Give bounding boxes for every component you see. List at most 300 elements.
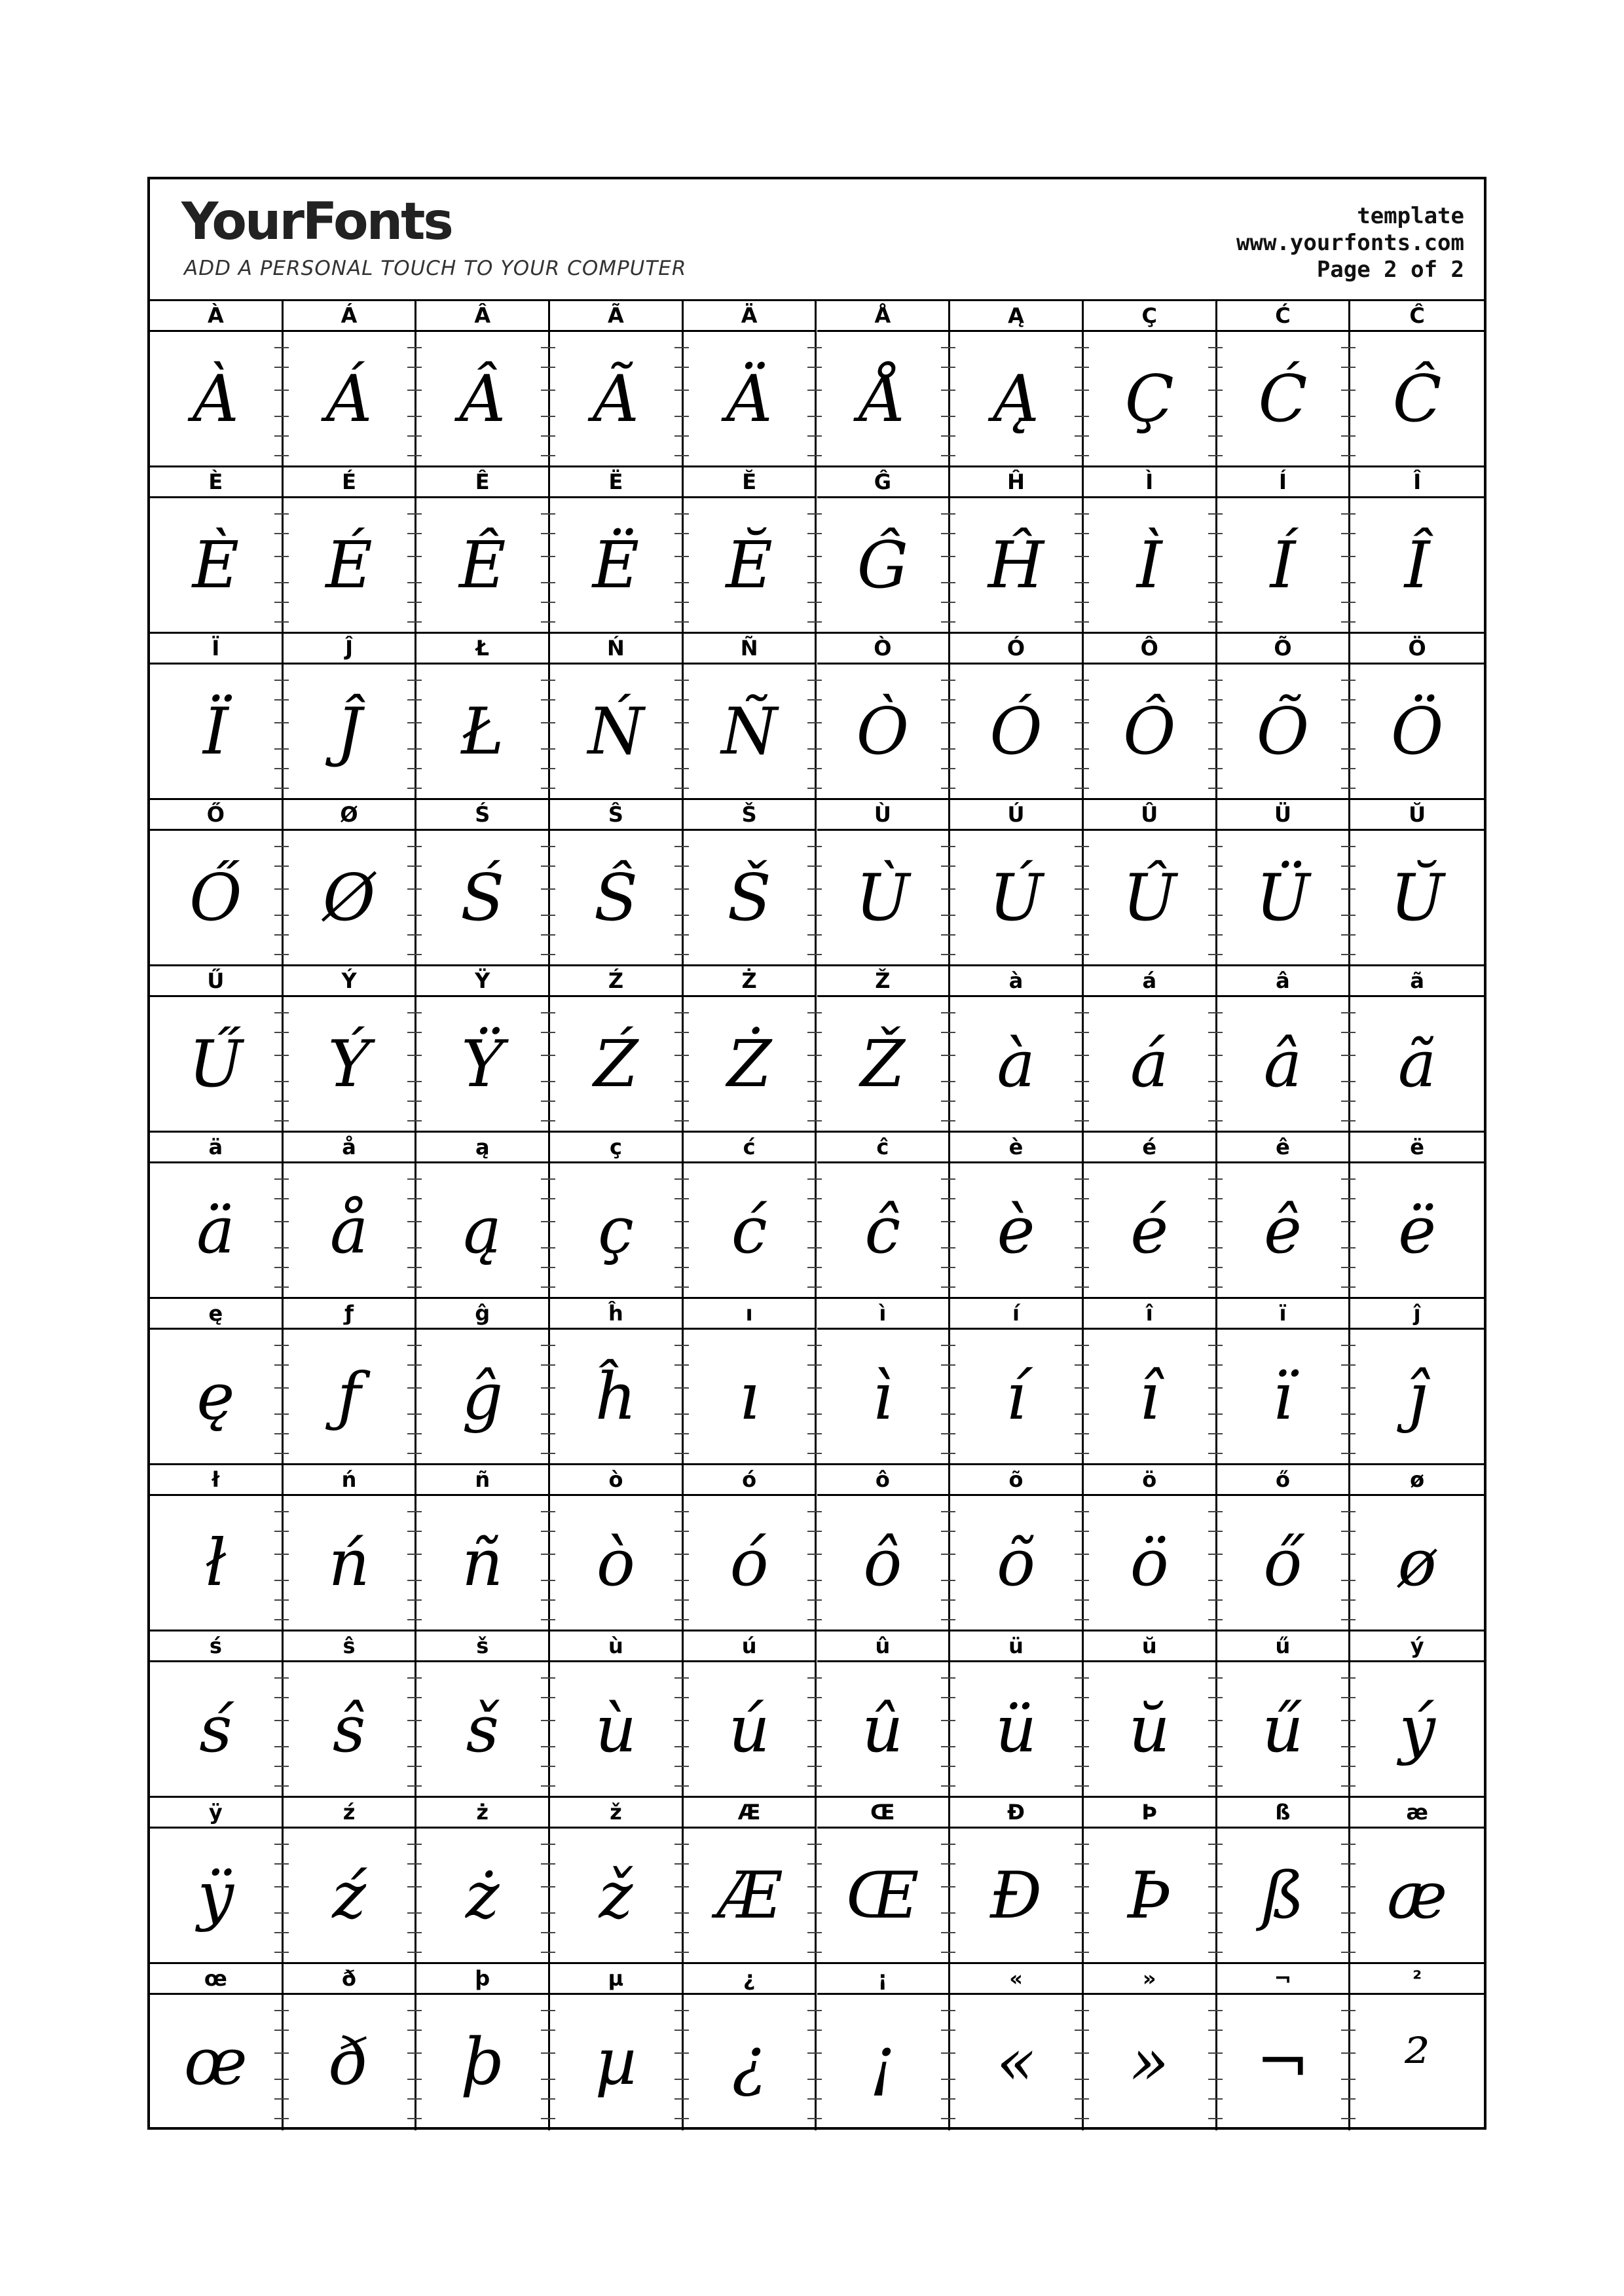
glyph-cell [684,301,817,467]
glyph-cell [416,1631,550,1798]
glyph-sample: Ź [593,1027,638,1102]
glyph-row [150,467,1484,634]
glyph-cell [416,1465,550,1631]
glyph-cell [1217,1631,1351,1798]
template-label: template [1357,203,1464,229]
glyph-sample: ø [1397,1526,1437,1601]
glyph-row [150,301,1484,467]
glyph-label: é [1084,1133,1215,1163]
glyph-sample: ĵ [1407,1360,1428,1434]
glyph-sample: å [329,1194,369,1268]
glyph-label: Ù [817,800,949,831]
glyph-sample: ś [199,1692,232,1767]
glyph-sample: Ø [322,861,376,936]
glyph-cell [416,634,550,800]
glyph-label: Ô [1084,634,1215,665]
glyph-label: Ÿ [416,966,548,997]
glyph-label: Æ [684,1798,815,1829]
glyph-sample: ê [1263,1194,1302,1268]
site-url: www.yourfonts.com [1236,230,1464,256]
glyph-label: Ä [684,301,815,332]
glyph-label: ¿ [684,1964,815,1995]
glyph-cell [1084,1798,1217,1964]
glyph-label: ö [1084,1465,1215,1496]
glyph-label: û [817,1631,949,1662]
glyph-row [150,1798,1484,1964]
glyph-cell [1217,1798,1351,1964]
glyph-sample: « [996,2025,1036,2100]
glyph-label: Ú [950,800,1082,831]
glyph-label: þ [416,1964,548,1995]
glyph-cell [817,1133,951,1299]
glyph-cell [416,966,550,1133]
glyph-sample: Ć [1258,362,1308,437]
glyph-cell [284,634,417,800]
glyph-cell [1084,800,1217,966]
brand-tagline: ADD A PERSONAL TOUCH TO YOUR COMPUTER [184,257,687,280]
template-sheet [147,177,1486,2130]
glyph-sample: û [862,1692,904,1767]
glyph-cell [550,800,684,966]
glyph-sample: ž [599,1859,633,1933]
glyph-label: ž [550,1798,682,1829]
glyph-cell [684,1798,817,1964]
glyph-cell [1217,301,1351,467]
glyph-sample: ú [728,1692,770,1767]
glyph-sample: Ĵ [336,695,362,769]
glyph-cell [284,301,417,467]
glyph-cell [684,1299,817,1465]
glyph-cell [416,800,550,966]
glyph-row [150,634,1484,800]
glyph-label: Œ [817,1798,949,1829]
glyph-label: » [1084,1964,1215,1995]
glyph-label: À [150,301,282,332]
glyph-label: ę [150,1299,282,1330]
glyph-label: ² [1350,1964,1484,1995]
glyph-cell [950,1631,1084,1798]
glyph-label: Ź [550,966,682,997]
glyph-sample: ę [196,1360,235,1434]
glyph-cell [550,1299,684,1465]
glyph-sample: È [192,528,240,603]
glyph-label: Î [1350,467,1484,498]
glyph-sample: Ĕ [726,528,773,603]
glyph-sample: Õ [1256,695,1310,769]
glyph-sample: ź [332,1859,366,1933]
glyph-sample: ë [1398,1194,1437,1268]
glyph-cell [1217,1964,1351,2130]
glyph-sample: Ñ [721,695,778,769]
glyph-cell [684,1133,817,1299]
glyph-cell [817,800,951,966]
glyph-cell [284,1798,417,1964]
glyph-label: Þ [1084,1798,1215,1829]
glyph-label: ĝ [416,1299,548,1330]
glyph-cell [550,1964,684,2130]
glyph-cell [1217,1299,1351,1465]
glyph-label: à [950,966,1082,997]
glyph-sample: Â [459,362,506,437]
glyph-label: Ĵ [284,634,415,665]
glyph-cell [416,1964,550,2130]
glyph-cell [550,1631,684,1798]
glyph-label: É [284,467,415,498]
glyph-label: Ê [416,467,548,498]
glyph-cell [817,1964,951,2130]
glyph-label: í [950,1299,1082,1330]
glyph-label: Ć [1217,301,1349,332]
glyph-label: ï [1217,1299,1349,1330]
glyph-label: Ã [550,301,682,332]
glyph-cell [150,966,284,1133]
glyph-cell [950,301,1084,467]
glyph-sample: Ü [1255,861,1310,936]
glyph-cell [1084,301,1217,467]
glyph-label: ò [550,1465,682,1496]
glyph-sample: š [466,1692,499,1767]
glyph-label: ê [1217,1133,1349,1163]
glyph-sample: ć [731,1194,767,1268]
glyph-cell [1217,966,1351,1133]
glyph-label: ĵ [1350,1299,1484,1330]
glyph-label: Õ [1217,634,1349,665]
glyph-sample: ą [463,1194,502,1268]
glyph-label: Ą [950,301,1082,332]
glyph-sample: Ï [202,695,229,769]
glyph-label: ĉ [817,1133,949,1163]
glyph-cell [1084,966,1217,1133]
glyph-label: Ś [416,800,548,831]
glyph-sample: õ [997,1526,1036,1601]
glyph-sample: ı [739,1360,760,1434]
glyph-label: ñ [416,1465,548,1496]
glyph-cell [150,1465,284,1631]
glyph-sample: Ë [592,528,640,603]
glyph-label: î [1084,1299,1215,1330]
glyph-cell [950,1465,1084,1631]
glyph-label: ŝ [284,1631,415,1662]
glyph-cell [1217,634,1351,800]
glyph-label: ÿ [150,1798,282,1829]
glyph-sample: Ŭ [1390,861,1445,936]
glyph-cell [416,1798,550,1964]
glyph-label: Ž [817,966,949,997]
glyph-label: ¬ [1217,1964,1349,1995]
glyph-sample: Ì [1136,528,1162,603]
glyph-sample: Ĝ [857,528,908,603]
glyph-cell [150,1631,284,1798]
glyph-row [150,1133,1484,1299]
glyph-sample: Í [1270,528,1296,603]
glyph-label: œ [150,1964,282,1995]
glyph-cell [1350,467,1484,634]
glyph-cell [1350,301,1484,467]
glyph-label: Ń [550,634,682,665]
glyph-sample: â [1263,1027,1302,1102]
glyph-label: Ĕ [684,467,815,498]
glyph-label: š [416,1631,548,1662]
glyph-sample: ü [995,1692,1037,1767]
glyph-sample: ù [595,1692,637,1767]
glyph-label: ĥ [550,1299,682,1330]
glyph-sample: ƒ [337,1360,361,1434]
glyph-sample: ã [1397,1027,1437,1102]
glyph-cell [1350,1465,1484,1631]
glyph-sample: ô [863,1526,902,1601]
glyph-cell [1350,800,1484,966]
glyph-cell [1217,1133,1351,1299]
glyph-cell [284,1964,417,2130]
glyph-cell [950,634,1084,800]
glyph-sample: ¡ [870,2025,896,2100]
glyph-row [150,1964,1484,2130]
glyph-sample: Þ [1128,1859,1172,1933]
glyph-sample: Ĥ [987,528,1044,603]
glyph-cell [950,800,1084,966]
glyph-sample: Ù [855,861,910,936]
glyph-cell [817,634,951,800]
glyph-cell [684,634,817,800]
glyph-cell [684,1631,817,1798]
glyph-sample: Ž [860,1027,905,1102]
glyph-sample: Ł [460,695,504,769]
glyph-label: ë [1350,1133,1484,1163]
glyph-cell [684,1964,817,2130]
glyph-sample: Ò [856,695,910,769]
glyph-label: ú [684,1631,815,1662]
glyph-label: Ò [817,634,949,665]
glyph-label: Ĝ [817,467,949,498]
glyph-cell [1084,634,1217,800]
glyph-sample: Ą [993,362,1039,437]
glyph-cell [150,301,284,467]
glyph-cell [150,467,284,634]
glyph-sample: ń [328,1526,370,1601]
glyph-label: Ç [1084,301,1215,332]
glyph-sample: ý [1399,1692,1435,1767]
glyph-cell [284,1631,417,1798]
glyph-sample: ĉ [864,1194,901,1268]
glyph-sample: î [1139,1360,1160,1434]
glyph-label: Ë [550,467,682,498]
glyph-cell [950,1964,1084,2130]
glyph-cell [150,1133,284,1299]
glyph-cell [950,1299,1084,1465]
glyph-cell [817,1631,951,1798]
glyph-cell [1217,800,1351,966]
glyph-sample: í [1005,1360,1027,1434]
glyph-cell [1084,1465,1217,1631]
glyph-sample: » [1130,2025,1170,2100]
glyph-sample: Á [325,362,373,437]
glyph-label: Á [284,301,415,332]
glyph-sample: µ [595,2025,637,2100]
glyph-label: ì [817,1299,949,1330]
glyph-cell [416,467,550,634]
glyph-sample: Ĉ [1392,362,1442,437]
glyph-cell [1350,634,1484,800]
glyph-cell [550,467,684,634]
glyph-label: ó [684,1465,815,1496]
glyph-sample: ĥ [595,1360,637,1434]
glyph-sample: Ő [189,861,242,936]
glyph-sample: þ [462,2025,504,2100]
glyph-cell [150,634,284,800]
glyph-label: ą [416,1133,548,1163]
glyph-cell [684,800,817,966]
glyph-cell [684,966,817,1133]
glyph-cell [416,301,550,467]
glyph-sample: Ń [587,695,644,769]
glyph-row [150,1299,1484,1465]
glyph-sample: Ä [726,362,773,437]
glyph-label: Í [1217,467,1349,498]
glyph-sample: ö [1130,1526,1169,1601]
glyph-sample: ä [196,1194,235,1268]
glyph-label: â [1217,966,1349,997]
glyph-cell [950,1798,1084,1964]
glyph-cell [817,1798,951,1964]
glyph-cell [284,1465,417,1631]
glyph-cell [950,1133,1084,1299]
glyph-sample: ŭ [1128,1692,1170,1767]
glyph-label: Â [416,301,548,332]
glyph-cell [1350,1631,1484,1798]
glyph-label: Ý [284,966,415,997]
glyph-sample: Å [859,362,906,437]
glyph-label: ı [684,1299,815,1330]
glyph-label: ô [817,1465,949,1496]
glyph-label: Ñ [684,634,815,665]
glyph-sample: ì [872,1360,893,1434]
glyph-cell [284,1299,417,1465]
glyph-label: õ [950,1465,1082,1496]
glyph-cell [1217,467,1351,634]
glyph-cell [817,966,951,1133]
glyph-label: ł [150,1465,282,1496]
glyph-cell [550,1798,684,1964]
glyph-label: Ł [416,634,548,665]
glyph-sample: Ŝ [593,861,638,936]
glyph-label: Ó [950,634,1082,665]
glyph-sample: Î [1404,528,1430,603]
glyph-label: È [150,467,282,498]
glyph-label: µ [550,1964,682,1995]
glyph-cell [150,1299,284,1465]
glyph-label: Š [684,800,815,831]
glyph-label: ¡ [817,1964,949,1995]
glyph-label: Ĥ [950,467,1082,498]
glyph-cell [284,966,417,1133]
glyph-sample: Ô [1123,695,1176,769]
glyph-cell [1084,1631,1217,1798]
glyph-label: æ [1350,1798,1484,1829]
glyph-cell [1084,1133,1217,1299]
glyph-sample: Ś [460,861,505,936]
glyph-label: ż [416,1798,548,1829]
glyph-sample: Æ [717,1859,782,1933]
sheet-meta [1236,203,1464,283]
glyph-label: Ü [1217,800,1349,831]
glyph-cell [416,1133,550,1299]
glyph-sample: ò [596,1526,635,1601]
glyph-sample: à [997,1027,1035,1102]
glyph-label: Ï [150,634,282,665]
glyph-label: Ì [1084,467,1215,498]
glyph-cell [416,1299,550,1465]
glyph-sample: Ú [989,861,1043,936]
glyph-cell [684,1465,817,1631]
glyph-label: ç [550,1133,682,1163]
glyph-cell [284,1133,417,1299]
glyph-label: ƒ [284,1299,415,1330]
page-indicator: Page 2 of 2 [1316,257,1464,283]
glyph-sample: ð [329,2025,369,2100]
glyph-sample: é [1130,1194,1169,1268]
glyph-sample: À [192,362,239,437]
glyph-label: ź [284,1798,415,1829]
glyph-label: è [950,1133,1082,1163]
glyph-label: Ż [684,966,815,997]
glyph-label: Ö [1350,634,1484,665]
glyph-label: Đ [950,1798,1082,1829]
glyph-sample: ñ [462,1526,504,1601]
glyph-sample: Ó [989,695,1043,769]
glyph-label: ù [550,1631,682,1662]
glyph-sample: Ű [189,1027,243,1102]
glyph-cell [1084,1299,1217,1465]
sheet-header [150,179,1484,301]
glyph-cell [550,966,684,1133]
glyph-cell [1350,1964,1484,2130]
glyph-sample: ¬ [1255,2025,1310,2100]
glyph-cell [150,1964,284,2130]
glyph-sample: ß [1261,1859,1304,1933]
glyph-label: á [1084,966,1215,997]
glyph-label: ű [1217,1631,1349,1662]
glyph-label: Ŝ [550,800,682,831]
glyph-label: ð [284,1964,415,1995]
glyph-label: « [950,1964,1082,1995]
glyph-sample: è [997,1194,1035,1268]
glyph-cell [284,800,417,966]
glyph-sample: œ [183,2025,248,2100]
glyph-sample: ï [1272,1360,1293,1434]
glyph-sample: Ã [593,362,639,437]
glyph-sample: ç [597,1194,634,1268]
glyph-cell [1350,966,1484,1133]
glyph-label: Å [817,301,949,332]
glyph-label: Ő [150,800,282,831]
glyph-label: Ŭ [1350,800,1484,831]
glyph-label: Ø [284,800,415,831]
glyph-sample: Ÿ [461,1027,504,1102]
glyph-cell [817,1465,951,1631]
glyph-label: ã [1350,966,1484,997]
glyph-sample: Ö [1390,695,1444,769]
glyph-row [150,1465,1484,1631]
glyph-label: ń [284,1465,415,1496]
glyph-label: ø [1350,1465,1484,1496]
glyph-cell [150,800,284,966]
glyph-sample: á [1130,1027,1169,1102]
glyph-label: Ű [150,966,282,997]
glyph-sample: Ê [458,528,506,603]
glyph-label: ŭ [1084,1631,1215,1662]
glyph-row [150,966,1484,1133]
glyph-sample: ÿ [197,1859,234,1933]
